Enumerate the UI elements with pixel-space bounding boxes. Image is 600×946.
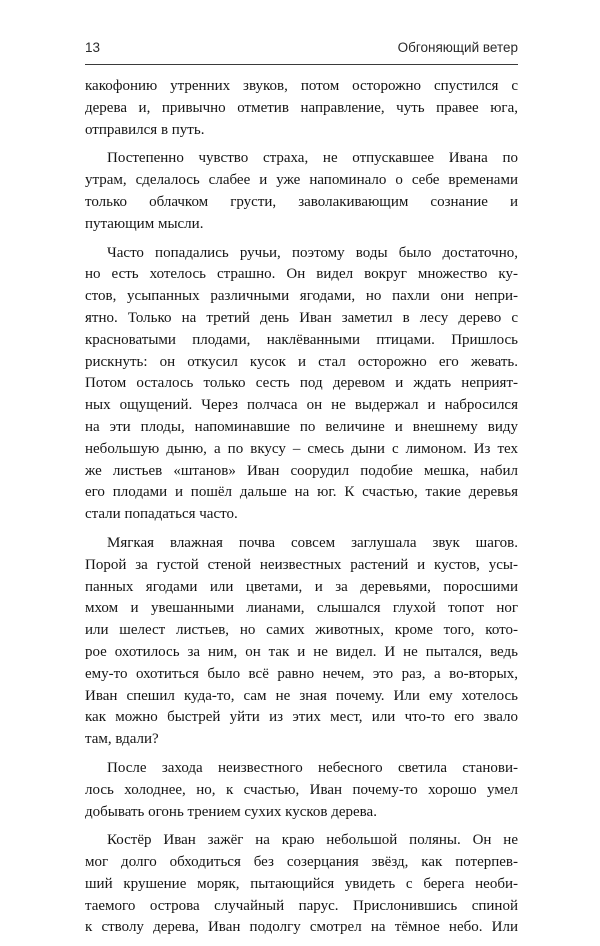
paragraph <box>85 533 518 751</box>
text-line: на эти плоды, напоминавшие по величине и внешнему виду <box>85 418 518 435</box>
text-line: Постепенно чувство страха, не отпускавшее Ивана по <box>107 150 518 167</box>
text-line: панных ягодами или цветами, и за деревьями, поросшими <box>85 578 518 595</box>
text-line: Костёр Иван зажёг на краю небольшой поляны. Он не <box>107 832 518 849</box>
text-line: добывать огонь трением сухих кусков дерева. <box>85 803 377 820</box>
text-line: мхом и увешанными лианами, слышался глухой топот ног <box>85 600 518 617</box>
text-line: Потом осталось только сесть под деревом и ждать неприят- <box>85 375 518 392</box>
paragraph <box>85 758 518 823</box>
text-line: Мягкая влажная почва совсем заглушала звук шагов. <box>107 534 518 551</box>
text-line: небольшую дыню, а по вкусу – смесь дыни с лимоном. Из тех <box>85 440 518 457</box>
text-line: рискнуть: он откусил кусок и стал осторожно его жевать. <box>85 353 518 370</box>
text-line: Порой за густой стеной неизвестных растений и кустов, усы- <box>85 556 518 573</box>
text-line: лось холоднее, но, к счастью, Иван почему-то хорошо умел <box>85 781 518 798</box>
text-line: таемого острова случайный парус. Прислонившись спиной <box>85 897 518 914</box>
text-line: или шелест листьев, но самих животных, кроме того, кото- <box>85 622 518 639</box>
text-line: дерева и, привычно отметив направление, чуть правее юга, <box>85 99 518 116</box>
text-line: ных ощущений. Через полчаса он не выдержал и набросился <box>85 397 518 414</box>
paragraph <box>85 148 518 235</box>
header-rule <box>85 64 518 65</box>
text-line: ятно. Только на третий день Иван заметил в лесу дерево с <box>85 309 518 326</box>
running-header <box>85 40 518 62</box>
text-line: стов, усыпанных различными ягодами, но пахли они непри- <box>85 288 518 305</box>
text-line: к стволу дерева, Иван подолгу смотрел на тёмное небо. Или <box>85 919 518 936</box>
text-line: После захода неизвестного небесного светила станови- <box>107 759 518 776</box>
paragraph <box>85 76 518 141</box>
text-line: ший крушение моряк, пытающийся увидеть с берега необи- <box>85 875 518 892</box>
text-line: его плодами и пошёл дальше на юг. К счастью, такие деревья <box>85 484 518 501</box>
running-title: Обгоняющий ветер <box>397 40 518 55</box>
text-line: путающим мысли. <box>85 215 204 232</box>
text-line: мог долго обходиться без созерцания звёзд, как потерпев- <box>85 854 518 871</box>
text-line: утрам, сделалось слабее и уже напоминало о себе временами <box>85 172 518 189</box>
body-text <box>85 76 518 946</box>
text-line: но есть хотелось страшно. Он видел вокруг множество ку- <box>85 266 518 283</box>
text-line: только облачком грусти, заволакивающим сознание и <box>85 193 518 210</box>
paragraph <box>85 243 518 526</box>
page-number: 13 <box>85 40 101 55</box>
text-line: как можно быстрей уйти из этих мест, или что-то его звало <box>85 709 518 726</box>
paragraph <box>85 830 518 939</box>
text-line: красноватыми плодами, наклёванными птицами. Пришлось <box>85 331 518 348</box>
text-line: Иван спешил куда-то, сам не зная почему. Или ему хотелось <box>85 687 518 704</box>
text-line: Часто попадались ручьи, поэтому воды было достаточно, <box>107 244 518 261</box>
text-line: там, вдали? <box>85 731 159 748</box>
text-line: ему-то охотиться было всё равно нечем, это раз, а во-вторых, <box>85 665 518 682</box>
text-line: же листьев «штанов» Иван соорудил подобие мешка, набил <box>85 462 518 479</box>
text-line: рое охотилось за ним, он так и не видел. И не пытался, ведь <box>85 643 518 660</box>
text-line: стали попадаться часто. <box>85 506 238 523</box>
text-line: какофонию утренних звуков, потом осторожно спустился с <box>85 78 518 94</box>
text-line: отправился в путь. <box>85 121 205 138</box>
